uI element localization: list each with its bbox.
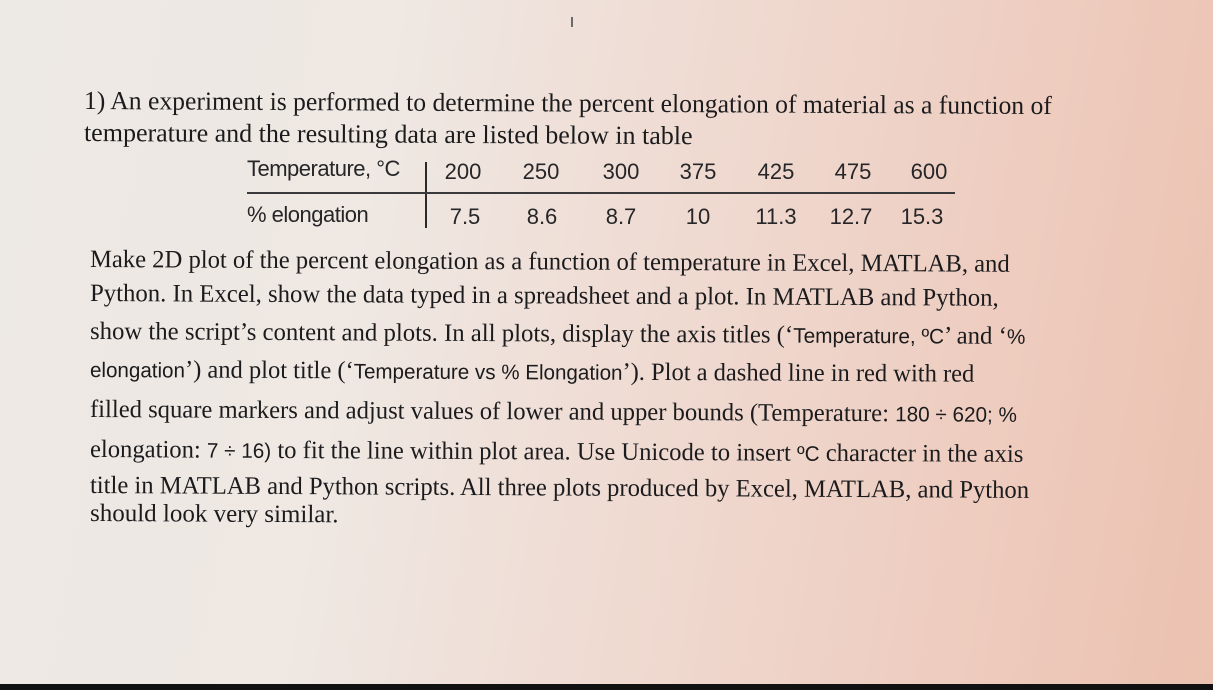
temperature-cell: 300 [602, 159, 640, 184]
elongation-cell: 10 [685, 204, 711, 229]
axis-title-elongation: elongation [89, 359, 186, 383]
body-text: ’ and ‘ [944, 322, 1007, 350]
temperature-cell: 200 [444, 159, 482, 184]
temperature-cell: 475 [834, 159, 872, 184]
body-line-4 [90, 356, 974, 389]
question-intro-line1: 1) An experiment is performed to determine the percent elongation of material as a function of [83, 86, 1052, 121]
body-text: ’) and plot title (‘ [184, 356, 354, 385]
body-text: ’). Plot a dashed line in red with red [622, 358, 975, 388]
temperature-cell: 425 [757, 159, 795, 184]
body-line-8: should look very similar. [89, 500, 339, 529]
temperature-cell: 375 [679, 159, 717, 184]
elongation-cell: 15.3 [900, 204, 944, 229]
body-line-1: Make 2D plot of the percent elongation as a function of temperature in Excel, MATLAB, and [89, 246, 1010, 278]
elongation-cell: 8.7 [605, 204, 637, 229]
temperature-bounds: 180 ÷ 620; % [895, 403, 1017, 427]
elongation-cell: 8.6 [526, 204, 558, 229]
temperature-cell: 250 [522, 159, 560, 184]
temperature-cell: 600 [910, 159, 948, 184]
elongation-cell: 7.5 [449, 204, 481, 229]
elongation-cell: 12.7 [829, 204, 873, 229]
elongation-cell: 11.3 [755, 204, 797, 229]
body-text: filled square markers and adjust values of lower and upper bounds (Temperature: [89, 396, 896, 428]
elongation-bounds: 7 ÷ 16) [206, 439, 272, 463]
body-text: to fit the line within plot area. Use Unicode to insert [271, 436, 798, 467]
body-line-3 [90, 318, 1026, 351]
data-table [247, 156, 959, 234]
table-header-label: Temperature, °C [247, 156, 400, 181]
body-line-6 [90, 436, 1023, 469]
body-text: elongation: [89, 436, 208, 464]
plot-title-text: Temperature vs % Elongation [353, 360, 623, 385]
body-line-5 [90, 396, 1017, 429]
page-mark [571, 17, 573, 27]
table-vertical-rule [425, 162, 427, 228]
photo-bottom-edge [0, 684, 1213, 690]
body-text: character in the axis [819, 439, 1024, 468]
table-row-label: % elongation [247, 202, 369, 227]
body-line-2: Python. In Excel, show the data typed in a spreadsheet and a plot. In MATLAB and Python, [89, 280, 999, 312]
table-horizontal-rule [247, 192, 955, 194]
axis-title-percent-symbol: % [1006, 325, 1026, 349]
axis-title-temperature: Temperature, ºC [793, 324, 945, 349]
body-text: show the script’s content and plots. In all plots, display the axis titles (‘ [89, 318, 794, 349]
degree-celsius-symbol: ºC [797, 442, 820, 466]
question-intro-line2: temperature and the resulting data are listed below in table [83, 118, 693, 151]
body-line-7: title in MATLAB and Python scripts. All three plots produced by Excel, MATLAB, and Python [89, 472, 1030, 504]
